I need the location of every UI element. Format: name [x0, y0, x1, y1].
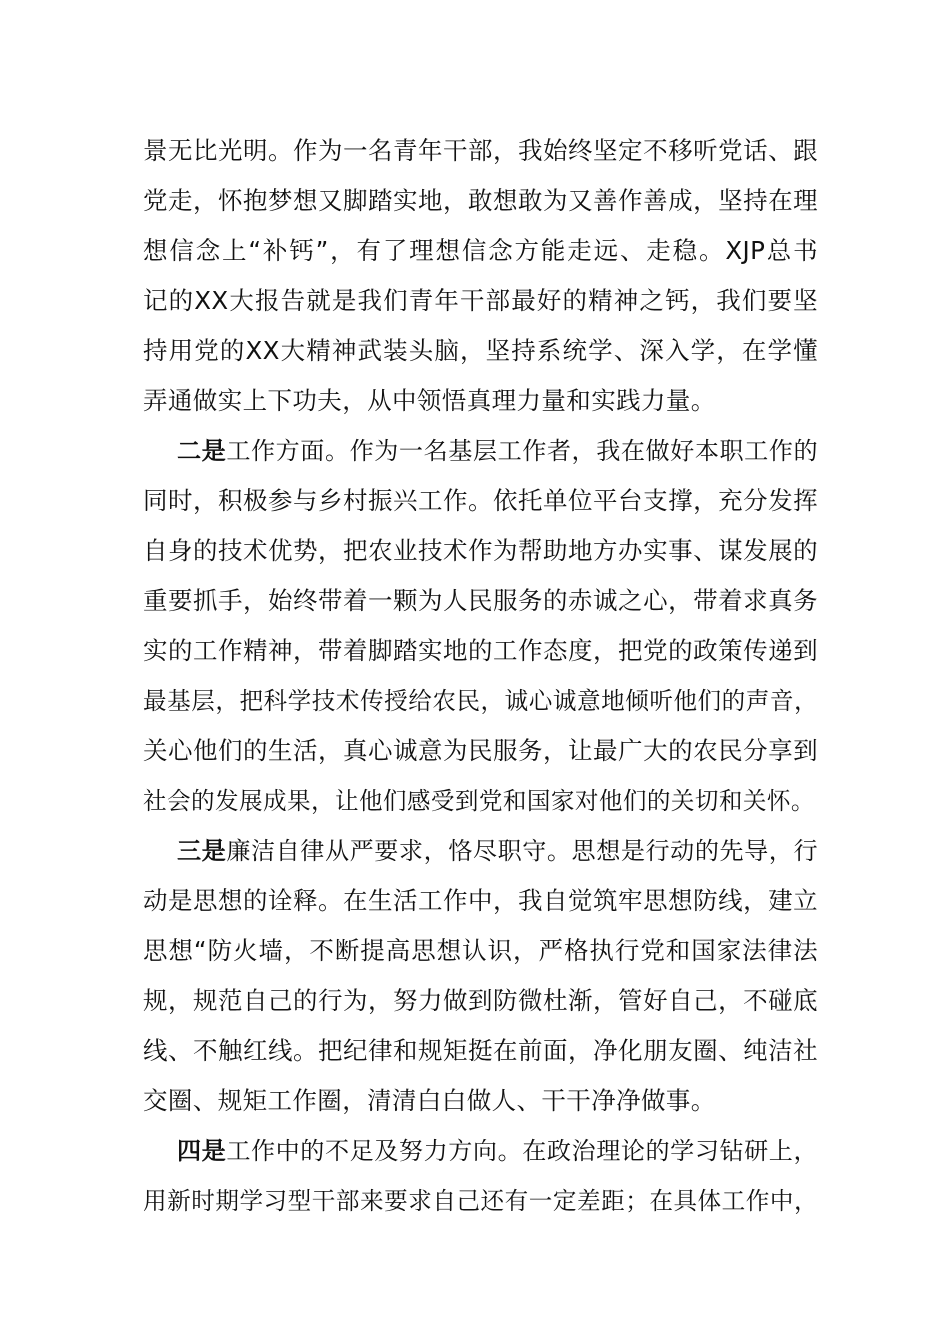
paragraph-first-line	[143, 1126, 818, 1176]
paragraph-3	[143, 826, 818, 1126]
paragraph-line: 记的XX大报告就是我们青年干部最好的精神之钙，我们要坚	[143, 286, 818, 315]
paragraph-2	[143, 426, 818, 826]
paragraph-line: 动是思想的诠释。在生活工作中，我自觉筑牢思想防线，建立	[143, 886, 818, 915]
paragraph-line: 思想“防火墙，不断提高思想认识，严格执行党和国家法律法	[143, 936, 818, 965]
paragraph-line: 同时，积极参与乡村振兴工作。依托单位平台支撑，充分发挥	[143, 486, 818, 515]
paragraph-line: 最基层，把科学技术传授给农民，诚心诚意地倾听他们的声音，	[143, 687, 818, 715]
paragraph-lead: 四是	[177, 1137, 227, 1165]
paragraph-text: 工作方面。作为一名基层工作者，我在做好本职工作的	[226, 437, 818, 465]
document-body	[143, 126, 818, 1226]
paragraph-line: 重要抓手，始终带着一颗为人民服务的赤诚之心，带着求真务	[143, 586, 818, 615]
paragraph-line: 弄通做实上下功夫，从中领悟真理力量和实践力量。	[143, 386, 716, 415]
paragraph-line: 关心他们的生活，真心诚意为民服务，让最广大的农民分享到	[143, 736, 818, 765]
paragraph-line: 自身的技术优势，把农业技术作为帮助地方办实事、谋发展的	[143, 536, 818, 565]
paragraph-lead: 三是	[177, 837, 227, 865]
paragraph-text: 廉洁自律从严要求，恪尽职守。思想是行动的先导，行	[226, 837, 818, 865]
paragraph-text: 工作中的不足及努力方向。在政治理论的学习钻研上，	[226, 1137, 818, 1165]
paragraph-line: 线、不触红线。把纪律和规矩挺在前面，净化朋友圈、纯洁社	[143, 1036, 818, 1065]
paragraph-first-line	[143, 826, 818, 876]
paragraph-line: 景无比光明。作为一名青年干部，我始终坚定不移听党话、跟	[143, 136, 818, 165]
paragraph-line: 交圈、规矩工作圈，清清白白做人、干干净净做事。	[143, 1086, 716, 1115]
paragraph-line: 规，规范自己的行为，努力做到防微杜渐，管好自己，不碰底	[143, 986, 818, 1015]
paragraph-line: 实的工作精神，带着脚踏实地的工作态度，把党的政策传递到	[143, 636, 818, 665]
paragraph-4	[143, 1126, 818, 1226]
paragraph-line: 想信念上“补钙”，有了理想信念方能走远、走稳。XJP总书	[143, 236, 818, 265]
paragraph-line: 用新时期学习型干部来要求自己还有一定差距；在具体工作中，	[143, 1187, 818, 1215]
paragraph-line: 社会的发展成果，让他们感受到党和国家对他们的关切和关怀。	[143, 787, 815, 815]
paragraph-first-line	[143, 426, 818, 476]
paragraph-line: 党走，怀抱梦想又脚踏实地，敢想敢为又善作善成，坚持在理	[143, 186, 818, 215]
paragraph-line: 持用党的XX大精神武装头脑，坚持系统学、深入学，在学懂	[143, 336, 818, 365]
paragraph-lead: 二是	[177, 437, 227, 465]
paragraph-1	[143, 126, 818, 426]
